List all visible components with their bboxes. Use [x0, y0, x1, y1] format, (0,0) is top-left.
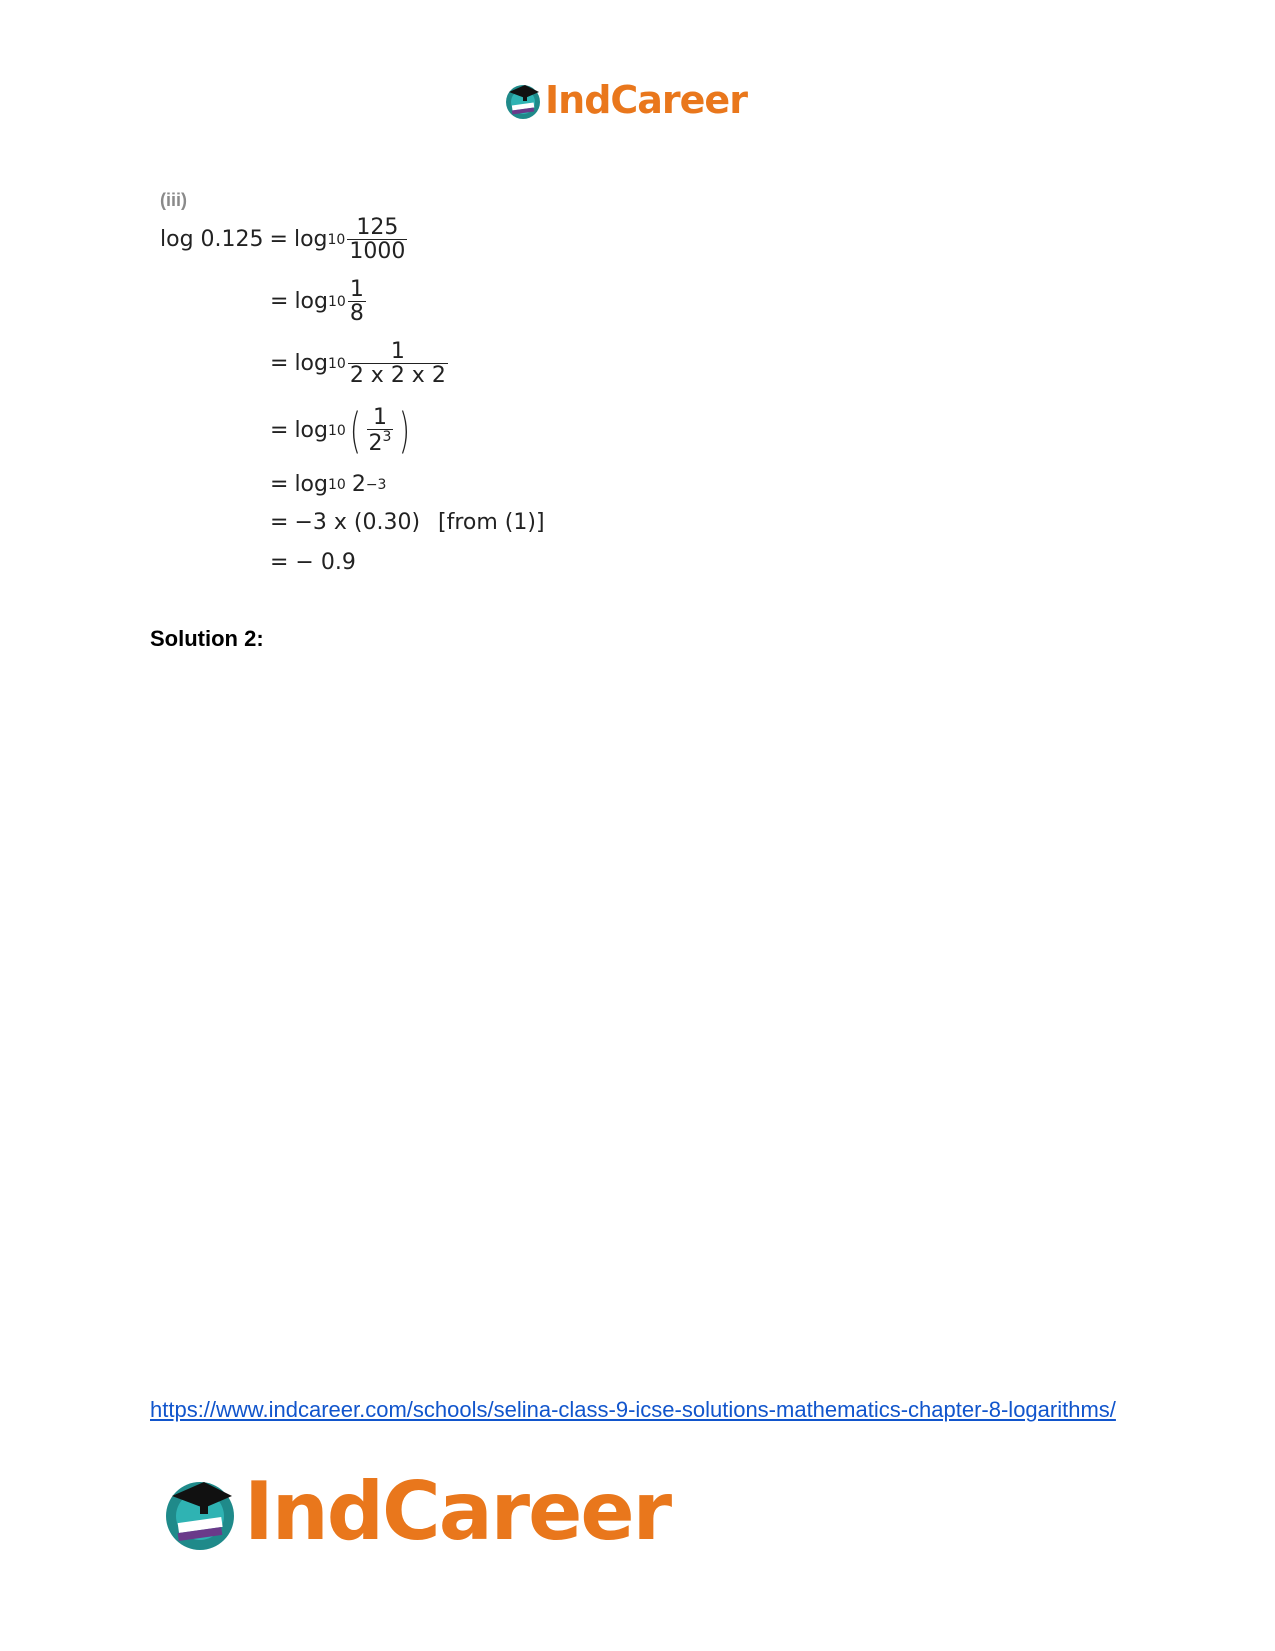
logo-text: IndCareer: [545, 78, 747, 122]
fraction: $\frac{1}{2 x 2 x 2}$: [349, 339, 446, 389]
math-line-1: log 0.125 = log 10 $\frac{125}{1000}$: [160, 215, 406, 265]
header-logo: [503, 80, 747, 120]
fraction: $\frac{1}{2^3}$: [368, 405, 392, 457]
math-line-2: = log 10 $\frac{1}{8}$: [270, 277, 364, 327]
math-line-7: = − 0.9: [270, 550, 356, 575]
math-line-5: = log 10 2 −3: [270, 472, 387, 497]
math-line-6: = −3 x (0.30) [from (1)]: [270, 510, 545, 535]
fraction: $\frac{125}{1000}$: [349, 215, 406, 265]
footer-logo: [160, 1465, 671, 1558]
lhs: log 0.125: [160, 227, 264, 253]
math-line-3: = log 10 $\frac{1}{2 x 2 x 2}$: [270, 339, 446, 389]
fraction: $\frac{1}{8}$: [349, 277, 364, 327]
solution-heading: Solution 2:: [150, 626, 264, 651]
part-label: (iii): [160, 190, 187, 210]
logo-globe-icon: [160, 1472, 240, 1552]
logo-text: IndCareer: [244, 1465, 671, 1558]
logo-globe-icon: [503, 80, 543, 120]
source-link[interactable]: https://www.indcareer.com/schools/selina-class-9-icse-solutions-mathematics-chapter-8-logarithms/: [150, 1397, 1116, 1422]
math-line-4: = log 10 ( $\frac{1}{2^3}$ ): [270, 403, 411, 460]
